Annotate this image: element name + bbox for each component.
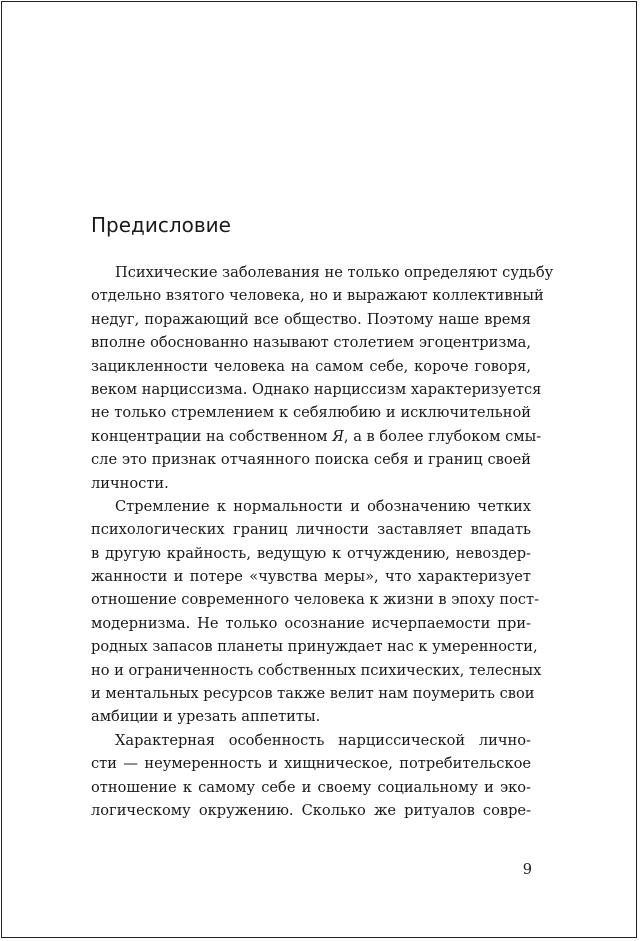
text-line: в другую крайность, ведущую к отчуждению, невоздер- <box>91 544 531 562</box>
text-line: отношение современного человека к жизни в эпоху пост- <box>91 591 540 609</box>
text-line: психологических границ личности заставляет впадать <box>91 521 531 539</box>
text-line: веком нарциссизма. Однако нарциссизм характеризуется <box>91 380 542 398</box>
paragraph <box>91 261 554 495</box>
book-page <box>1 1 637 938</box>
text-line: логическому окружению. Сколько же ритуалов совре- <box>91 801 531 819</box>
text-line: модернизма. Не только осознание исчерпаемости при- <box>91 614 531 632</box>
text-line: амбиции и урезать аппетиты. <box>91 708 321 726</box>
text-line: личности. <box>91 474 169 492</box>
text-line: Психические заболевания не только определяют судьбу <box>115 264 554 281</box>
text-line: не только стремлением к себялюбию и исключительной <box>91 404 531 422</box>
text-line: концентрации на собственном Я, а в более глубоком смы- <box>91 427 542 445</box>
paragraph <box>91 729 531 823</box>
text-line: зацикленности человека на самом себе, короче говоря, <box>91 357 531 375</box>
text-line: отношение к самому себе и своему социальному и эко- <box>91 778 531 796</box>
text-line: недуг, поражающий все общество. Поэтому наше время <box>91 310 531 328</box>
text-line: вполне обоснованно называют столетием эгоцентризма, <box>91 334 531 352</box>
text-line: жанности и потере «чувства меры», что характеризует <box>91 568 531 586</box>
text-line: сти — неумеренность и хищническое, потребительское <box>91 755 531 773</box>
page-number: 9 <box>522 861 532 878</box>
text-line: Характерная особенность нарциссической лично- <box>115 731 531 749</box>
text-line: Стремление к нормальности и обозначению четких <box>115 497 531 515</box>
paragraph <box>91 495 542 729</box>
text-line: родных запасов планеты принуждает нас к умеренности, <box>91 638 538 656</box>
text-line: отдельно взятого человека, но и выражают коллективный <box>91 287 544 305</box>
text-line: и ментальных ресурсов также велит нам поумерить свои <box>91 685 535 703</box>
body-text <box>91 261 554 822</box>
text-line: сле это признак отчаянного поиска себя и границ своей <box>91 451 531 469</box>
text-line: но и ограниченность собственных психических, телесных <box>91 661 542 679</box>
chapter-heading: Предисловие <box>91 213 231 237</box>
